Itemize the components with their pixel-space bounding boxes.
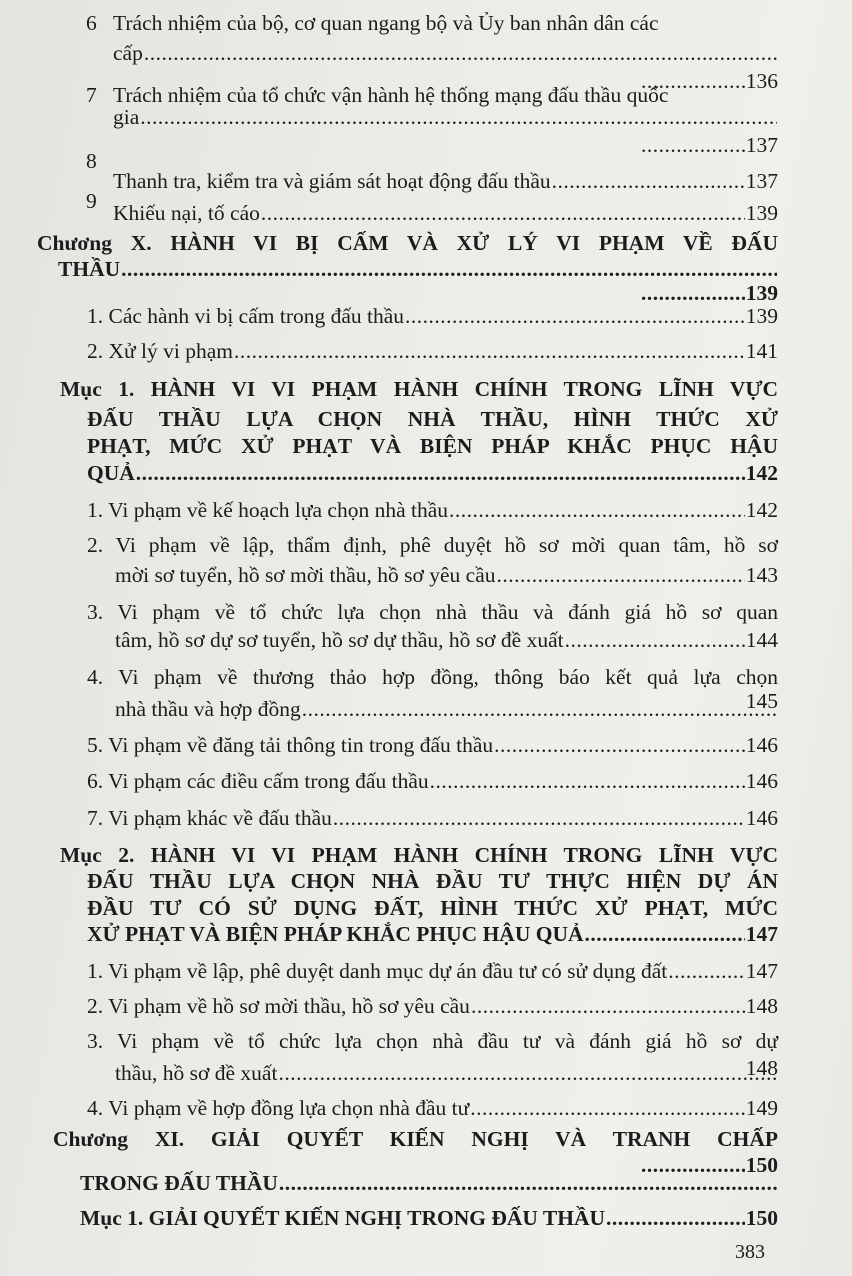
dot-leader	[606, 1205, 745, 1231]
dot-leader	[405, 303, 745, 329]
section-heading: Mục 1. HÀNH VI VI PHẠM HÀNH CHÍNH TRONG LĨNH VỰC	[60, 377, 778, 401]
page-ref: 142	[745, 461, 778, 485]
page-ref: 142	[745, 498, 778, 522]
dot-leader	[121, 256, 777, 282]
page-ref: 143	[745, 563, 778, 587]
dot-leader	[552, 168, 745, 194]
page-ref: 145	[745, 689, 778, 713]
dot-leader	[565, 627, 745, 653]
section-heading: ĐẤU THẦU LỰA CHỌN NHÀ ĐẦU TƯ THỰC HIỆN DỰ ÁN	[87, 869, 778, 893]
dot-leader	[333, 805, 745, 831]
entry-title: Trách nhiệm của bộ, cơ quan ngang bộ và Ủy ban nhân dân các	[113, 11, 659, 35]
dot-leader	[140, 104, 777, 130]
toc-entry[interactable]: 2. Xử lý vi phạm ..... 141	[87, 338, 778, 364]
toc-entry[interactable]: Mục 1. GIẢI QUYẾT KIẾN NGHỊ TRONG ĐẤU THẦU ..... 150	[80, 1205, 778, 1231]
dot-leader	[144, 40, 777, 66]
dot-leader	[430, 768, 745, 794]
toc-entry[interactable]: XỬ PHẠT VÀ BIỆN PHÁP KHẮC PHỤC HẬU QUẢ ..... 147	[87, 921, 778, 947]
toc-entry[interactable]: 7. Vi phạm khác về đấu thầu ..... 146	[87, 805, 778, 831]
toc-entry[interactable]: THẦU .....	[58, 256, 778, 282]
page-ref: 137	[745, 169, 778, 193]
page-ref: 147	[745, 959, 778, 983]
page-ref: 141	[745, 339, 778, 363]
toc-entry-page-row	[640, 132, 778, 158]
entry-number: 7	[86, 83, 97, 107]
toc-entry[interactable]: Thanh tra, kiểm tra và giám sát hoạt động đấu thầu ..... 137	[113, 168, 778, 194]
entry-title: 3. Vi phạm về tổ chức lựa chọn nhà đầu tư và đánh giá hồ sơ dự	[87, 1029, 778, 1053]
page-ref: 136	[745, 69, 778, 93]
section-heading: ĐẤU THẦU LỰA CHỌN NHÀ THẦU, HÌNH THỨC XỬ	[87, 407, 778, 431]
page-ref: 139	[745, 201, 778, 225]
dot-leader	[279, 1170, 777, 1196]
page-ref: 150	[745, 1153, 778, 1177]
dot-leader	[234, 338, 745, 364]
chapter-heading: Chương XI. GIẢI QUYẾT KIẾN NGHỊ VÀ TRANH CHẤP	[53, 1127, 778, 1151]
toc-entry[interactable]: 4. Vi phạm về hợp đồng lựa chọn nhà đầu tư ..... 149	[87, 1095, 778, 1121]
dot-leader	[585, 921, 745, 947]
toc-entry[interactable]: gia .....	[113, 104, 778, 130]
toc-entry[interactable]: tâm, hồ sơ dự sơ tuyển, hồ sơ dự thầu, hồ sơ đề xuất ..... 144	[115, 627, 778, 653]
dot-leader	[497, 562, 745, 588]
section-heading: Mục 2. HÀNH VI VI PHẠM HÀNH CHÍNH TRONG LĨNH VỰC	[60, 843, 778, 867]
entry-number: 8	[86, 149, 97, 173]
toc-entry[interactable]: QUẢ ..... 142	[87, 460, 778, 486]
toc-entry[interactable]: nhà thầu và hợp đồng .....	[115, 696, 778, 722]
page-ref: 139	[745, 304, 778, 328]
toc-entry[interactable]: 1. Các hành vi bị cấm trong đấu thầu ..... 139	[87, 303, 778, 329]
toc-entry[interactable]: mời sơ tuyển, hồ sơ mời thầu, hồ sơ yêu cầu ..... 143	[115, 562, 778, 588]
toc-entry[interactable]: 2. Vi phạm về hồ sơ mời thầu, hồ sơ yêu cầu ..... 148	[87, 993, 778, 1019]
chapter-heading: Chương X. HÀNH VI BỊ CẤM VÀ XỬ LÝ VI PHẠM VỀ ĐẤU	[37, 231, 778, 255]
dot-leader	[668, 958, 745, 984]
toc-entry[interactable]: TRONG ĐẤU THẦU .....	[80, 1170, 778, 1196]
page-number: 383	[735, 1241, 765, 1263]
page-ref: 144	[745, 628, 778, 652]
toc-entry[interactable]: 5. Vi phạm về đăng tải thông tin trong đấu thầu ..... 146	[87, 732, 778, 758]
page-ref: 148	[745, 1056, 778, 1080]
dot-leader	[136, 460, 745, 486]
toc-entry[interactable]: 6. Vi phạm các điều cấm trong đấu thầu ..... 146	[87, 768, 778, 794]
dot-leader	[449, 497, 745, 523]
toc-entry[interactable]: cấp .....	[113, 40, 778, 66]
toc-entry[interactable]: 1. Vi phạm về lập, phê duyệt danh mục dự án đầu tư có sử dụng đất ..... 147	[87, 958, 778, 984]
entry-number: 9	[86, 189, 97, 213]
page-ref: 150	[745, 1206, 778, 1230]
dot-leader	[471, 993, 745, 1019]
page-ref: 139	[745, 281, 778, 305]
section-heading: ĐẦU TƯ CÓ SỬ DỤNG ĐẤT, HÌNH THỨC XỬ PHẠT, MỨC	[87, 896, 778, 920]
dot-leader	[494, 732, 745, 758]
entry-title: 4. Vi phạm về thương thảo hợp đồng, thông báo kết quả lựa chọn	[87, 665, 778, 689]
section-heading: PHẠT, MỨC XỬ PHẠT VÀ BIỆN PHÁP KHẮC PHỤC HẬU	[87, 434, 778, 458]
page-ref: 137	[745, 133, 778, 157]
toc-entry[interactable]: Khiếu nại, tố cáo ..... 139	[113, 200, 778, 226]
dot-leader	[470, 1095, 744, 1121]
page-ref: 146	[745, 733, 778, 757]
dot-leader	[641, 132, 745, 158]
toc-entry-page-row	[660, 1055, 778, 1081]
entry-title: Trách nhiệm của tổ chức vận hành hệ thống mạng đấu thầu quốc	[113, 83, 669, 107]
page-ref: 147	[745, 922, 778, 946]
toc-entry-page-row	[660, 688, 778, 714]
toc-entry[interactable]: thầu, hồ sơ đề xuất .....	[115, 1060, 778, 1086]
page-ref: 146	[745, 769, 778, 793]
page-ref: 146	[745, 806, 778, 830]
page-ref: 149	[745, 1096, 778, 1120]
entry-number: 6	[86, 11, 97, 35]
page-ref: 148	[745, 994, 778, 1018]
dot-leader	[261, 200, 745, 226]
toc-entry[interactable]: 1. Vi phạm về kế hoạch lựa chọn nhà thầu ..... 142	[87, 497, 778, 523]
entry-title: 2. Vi phạm về lập, thẩm định, phê duyệt hồ sơ mời quan tâm, hồ sơ	[87, 533, 778, 557]
entry-title: 3. Vi phạm về tổ chức lựa chọn nhà thầu và đánh giá hồ sơ quan	[87, 600, 778, 624]
